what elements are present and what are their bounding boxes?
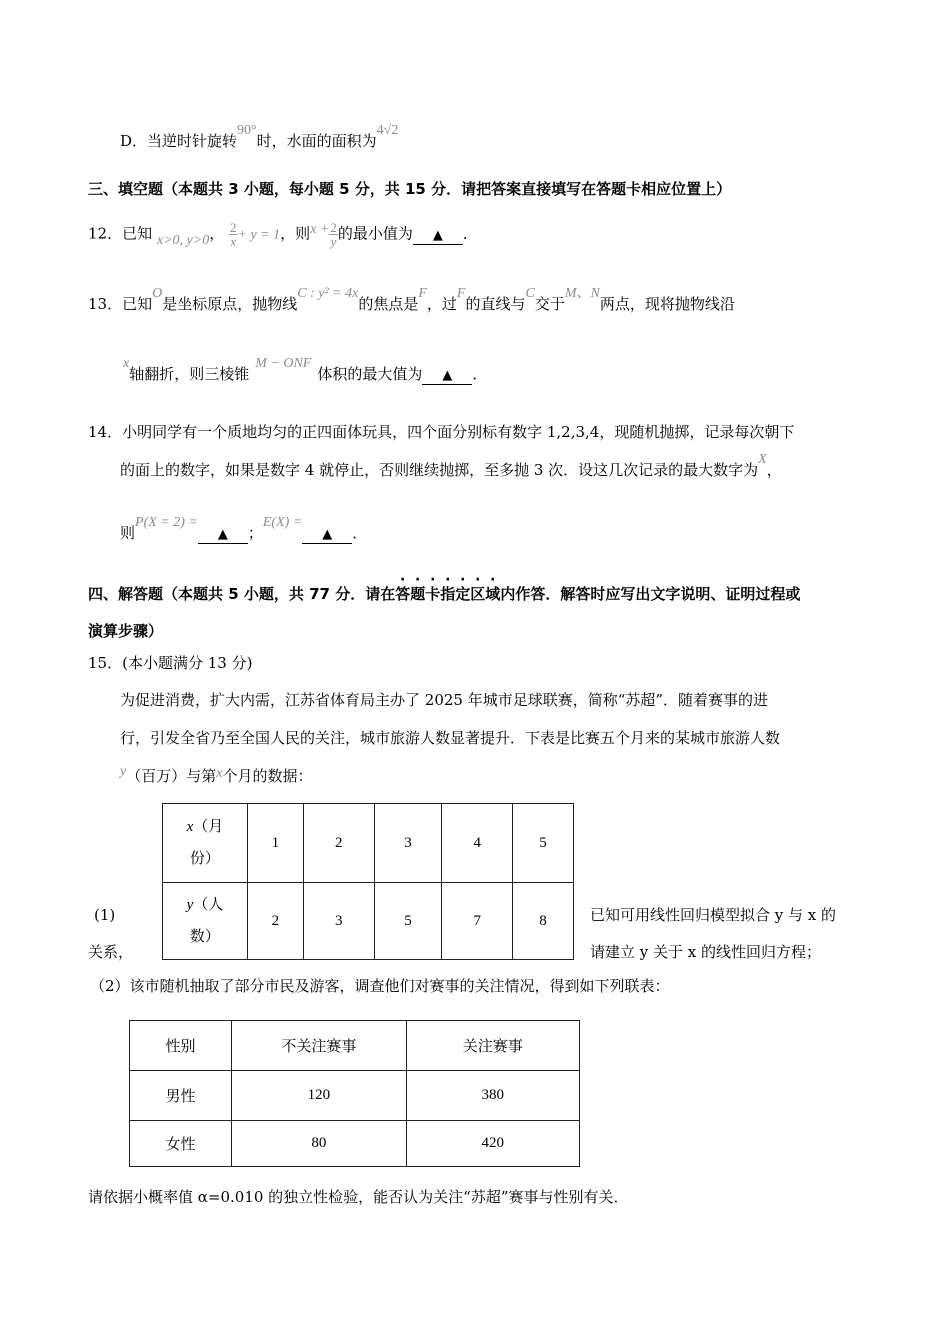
- var-name: y: [186, 897, 194, 913]
- table-cell: 2: [303, 804, 374, 883]
- question-15-number: 15．(本小题满分 13 分): [88, 654, 253, 672]
- q15-paragraph-1: 为促进消费，扩大内需，江苏省体育局主办了 2025 年城市足球联赛，简称“苏超”．随着赛事的进: [120, 691, 769, 709]
- header-text: 数）: [189, 929, 220, 945]
- table-cell: 2: [247, 883, 303, 960]
- question-number: 12．: [88, 224, 123, 243]
- q13-text: 已知: [122, 295, 153, 313]
- q15-text: （百万）与第: [126, 767, 217, 785]
- q15-text: 个月的数据：: [222, 767, 313, 785]
- question-12: [88, 221, 478, 248]
- table-cell: 5: [513, 804, 574, 883]
- option-d-middle: 时，水面的面积为: [256, 132, 377, 150]
- math-y: y: [120, 764, 127, 779]
- q13-text: 的直线与: [465, 295, 526, 313]
- math-x: x: [123, 356, 130, 371]
- fraction-numerator: 2: [230, 220, 237, 235]
- math-probability: P(X = 2) =: [135, 515, 198, 530]
- math-X: X: [758, 452, 767, 467]
- q13-text: 是坐标原点，抛物线: [162, 295, 298, 313]
- q14-text: 则: [120, 524, 136, 542]
- math-angle: 90°: [237, 123, 257, 138]
- math-MN: M、N: [564, 286, 600, 301]
- emphasized-char: 卡: [425, 585, 441, 603]
- q12-text: 的最小值为: [337, 224, 413, 243]
- question-14: [88, 422, 794, 442]
- answer-blank[interactable]: ▲: [422, 368, 472, 385]
- row-header-y: [163, 883, 248, 960]
- table-header-row: [130, 1021, 580, 1071]
- table-cell: 女性: [130, 1121, 232, 1167]
- fraction-numerator: 2: [330, 220, 337, 235]
- header-text: （月: [193, 819, 224, 835]
- math-expectation: E(X) =: [262, 515, 303, 530]
- heading-text: 四、解答题（本题共 5 小题，共 77 分．请在: [88, 585, 396, 603]
- math-equation: + y = 1: [237, 227, 281, 243]
- table-cell: 1: [247, 804, 303, 883]
- q14-line1: 小明同学有一个质地均匀的正四面体玩具，四个面分别标有数字 1,2,3,4，现随机抛掷，记录每次朝下: [122, 423, 795, 441]
- question-14-line2: [120, 452, 782, 482]
- column-header: 性别: [130, 1021, 232, 1071]
- math-F: F: [456, 286, 466, 301]
- table-row-y: [163, 883, 574, 960]
- heading-text: 内作答．解答时应写出文字说明、证明过程或: [500, 585, 801, 603]
- question-13: [88, 286, 735, 316]
- math-x: x: [216, 766, 223, 781]
- table-cell: 男性: [130, 1071, 232, 1121]
- section4-heading-line2: 演算步骤）: [88, 622, 164, 640]
- option-d: [120, 123, 399, 153]
- fraction-denominator: x: [230, 234, 237, 249]
- header-text: 份）: [189, 851, 220, 867]
- answer-blank[interactable]: ▲: [413, 228, 463, 245]
- answer-blank-1[interactable]: ▲: [198, 527, 248, 544]
- q12-text: ，则: [280, 224, 311, 243]
- math-area: 4√2: [376, 123, 399, 138]
- table-cell: 7: [442, 883, 513, 960]
- q15-paragraph-2: 行，引发全省乃至全国人民的关注，城市旅游人数显著提升．下表是比赛五个月来的某城市旅游人数: [120, 729, 781, 747]
- contingency-table: [129, 1020, 580, 1167]
- emphasized-char: 指: [440, 585, 456, 603]
- column-header: 不关注赛事: [232, 1021, 406, 1071]
- part1-right-text-2: 请建立 y 关于 x 的线性回归方程；: [590, 943, 822, 961]
- period: ．: [462, 224, 478, 243]
- question-number: 13．: [88, 295, 123, 313]
- section4-heading: [88, 583, 800, 604]
- part2-text: （2）该市随机抽取了部分市民及游客，调查他们对赛事的关注情况，得到如下列联表：: [90, 977, 670, 995]
- question-13-line2: [123, 356, 488, 386]
- semicolon: ；: [247, 524, 263, 542]
- table-cell: 80: [232, 1121, 406, 1167]
- table-cell: 3: [374, 804, 442, 883]
- fraction-denominator: y: [330, 234, 337, 249]
- header-text: （人: [193, 897, 224, 913]
- emphasized-char: 题: [410, 585, 426, 603]
- section3-heading: 三、填空题（本题共 3 小题，每小题 5 分，共 15 分．请把答案直接填写在答题卡相应位置上）: [88, 180, 732, 198]
- table-cell: 4: [442, 804, 513, 883]
- emphasized-char: 定: [455, 585, 471, 603]
- row-header-x: [163, 804, 248, 883]
- q13-text: 体积的最大值为: [317, 365, 423, 383]
- var-name: x: [186, 819, 194, 835]
- q15-paragraph-3: [120, 766, 312, 788]
- comma: ，: [766, 461, 782, 479]
- table-row: [130, 1071, 580, 1121]
- math-O: O: [152, 286, 163, 301]
- final-question-text: 请依据小概率值 α=0.010 的独立性检验，能否认为关注“苏超”赛事与性别有关．: [88, 1188, 629, 1206]
- table-row: [130, 1121, 580, 1167]
- math-F: F: [418, 286, 427, 301]
- table-cell: 120: [232, 1071, 406, 1121]
- q13-text: 轴翻折，则三棱锥: [129, 365, 250, 383]
- emphasized-char: 域: [485, 585, 501, 603]
- math-condition: x>0, y>0: [156, 232, 210, 248]
- math-fraction: [329, 221, 338, 248]
- table-cell: 380: [406, 1071, 579, 1121]
- regression-data-table: [162, 803, 574, 960]
- q13-text: 的焦点是: [358, 295, 419, 313]
- math-C: C: [525, 286, 535, 301]
- option-d-prefix: D．当逆时针旋转: [120, 132, 238, 150]
- part1-left-text: 关系，: [88, 943, 134, 961]
- math-expr: x +: [310, 221, 330, 237]
- question-number: 14．: [88, 423, 123, 441]
- column-header: 关注赛事: [406, 1021, 579, 1071]
- math-pyramid: M − ONF: [255, 356, 312, 371]
- math-parabola: C : y² = 4x: [297, 286, 359, 301]
- q12-text: 已知: [122, 224, 153, 243]
- period: ．: [472, 365, 488, 383]
- table-cell: 420: [406, 1121, 579, 1167]
- q13-text: 交于: [534, 295, 565, 313]
- q13-text: ，过: [426, 295, 457, 313]
- period: ．: [352, 524, 368, 542]
- emphasized-char: 答: [395, 585, 411, 603]
- answer-blank-2[interactable]: ▲: [302, 527, 352, 544]
- table-cell: 8: [513, 883, 574, 960]
- separator: ，: [209, 224, 225, 243]
- part1-right-text-1: 已知可用线性回归模型拟合 y 与 x 的: [590, 906, 837, 924]
- question-14-line3: [120, 515, 368, 545]
- q14-line2: 的面上的数字，如果是数字 4 就停止，否则继续抛掷，至多抛 3 次．设这几次记录的最大数字为: [120, 461, 759, 479]
- table-cell: 5: [374, 883, 442, 960]
- table-row-x: [163, 804, 574, 883]
- part1-label: (1): [94, 906, 116, 924]
- q13-text: 两点，现将抛物线沿: [599, 295, 735, 313]
- math-fraction: [229, 221, 238, 248]
- table-cell: 3: [303, 883, 374, 960]
- emphasized-char: 区: [470, 585, 486, 603]
